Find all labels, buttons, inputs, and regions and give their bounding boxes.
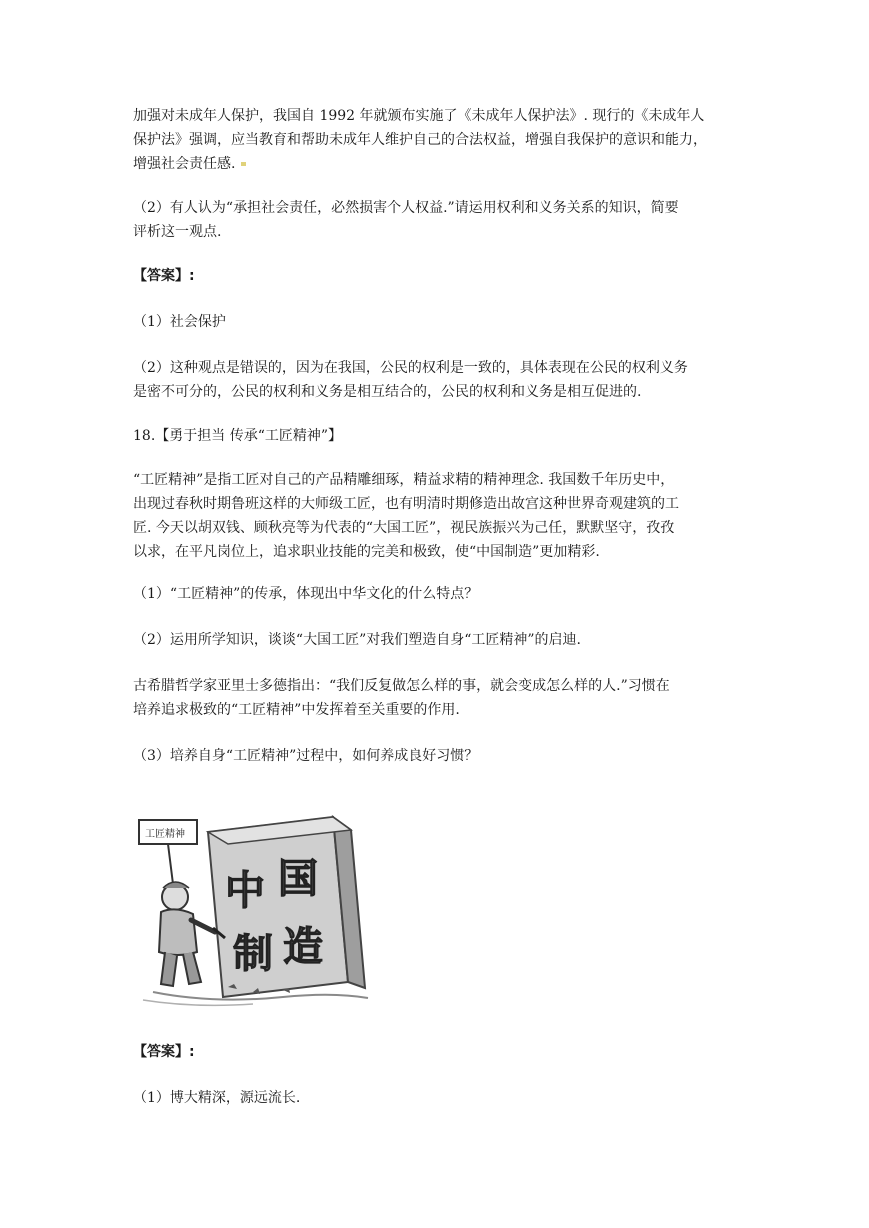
q18-para-line-1: “工匠精神”是指工匠对自己的产品精雕细琢，精益求精的精神理念. 我国数千年历史中， [133,472,675,488]
question-18-paragraph [133,468,745,564]
block-char-1: 中 [225,868,265,914]
answer-2 [133,356,745,404]
q18-para-line-2: 出现过春秋时期鲁班这样的大师级工匠，也有明清时期修造出故宫这种世界奇观建筑的工 [133,496,679,512]
answer-heading-2: 【答案】: [133,1044,195,1060]
intro-line-2: 保护法》强调，应当教育和帮助未成年人维护自己的合法权益，增强自我保护的意识和能力， [133,132,707,148]
quote-paragraph [133,674,745,722]
sign-text: 工匠精神 [145,829,185,840]
block-char-4: 造 [283,924,323,970]
intro-paragraph [133,104,745,176]
block-char-3: 制 [233,931,273,977]
answer-1: （1）社会保护 [133,314,226,330]
question-18-3: （3）培养自身“工匠精神”过程中，如何养成良好习惯？ [133,748,479,764]
question-18-2: （2）运用所学知识，谈谈“大国工匠”对我们塑造自身“工匠精神”的启迪. [133,632,581,648]
answer-2-line-2: 是密不可分的，公民的权利和义务是相互结合的，公民的权利和义务是相互促进的. [133,384,642,400]
intro-line-3: 增强社会责任感. [133,156,236,172]
q18-para-line-4: 以求，在平凡岗位上，追求职业技能的完美和极致，使“中国制造”更加精彩. [133,544,600,560]
question-18-title: 18.【勇于担当 传承“工匠精神”】 [133,428,343,444]
answer-2-line-1: （2）这种观点是错误的，因为在我国，公民的权利是一致的，具体表现在公民的权利义务 [133,360,688,376]
answer-heading-1: 【答案】: [133,268,195,284]
answer-18-1: （1）博大精深，源远流长. [133,1090,301,1106]
quote-line-2: 培养追求极致的“工匠精神”中发挥着至关重要的作用. [133,702,460,718]
question-2 [133,196,745,244]
editor-mark [241,162,246,166]
craftsman-cartoon [133,792,373,1014]
quote-line-1: 古希腊哲学家亚里士多德指出：“我们反复做怎么样的事，就会变成怎么样的人.”习惯在 [133,678,670,694]
question-2-line-2: 评析这一观点. [133,224,222,240]
block-char-2: 国 [278,856,318,902]
q18-para-line-3: 匠. 今天以胡双钱、顾秋亮等为代表的“大国工匠”，视民族振兴为己任，默默坚守，孜孜 [133,520,675,536]
question-18-1: （1）“工匠精神”的传承，体现出中华文化的什么特点？ [133,586,479,602]
intro-line-1: 加强对未成年人保护，我国自 1992 年就颁布实施了《未成年人保护法》. 现行的《未成年人 [133,108,705,124]
question-2-line-1: （2）有人认为“承担社会责任，必然损害个人权益.”请运用权利和义务关系的知识，简要 [133,200,679,216]
